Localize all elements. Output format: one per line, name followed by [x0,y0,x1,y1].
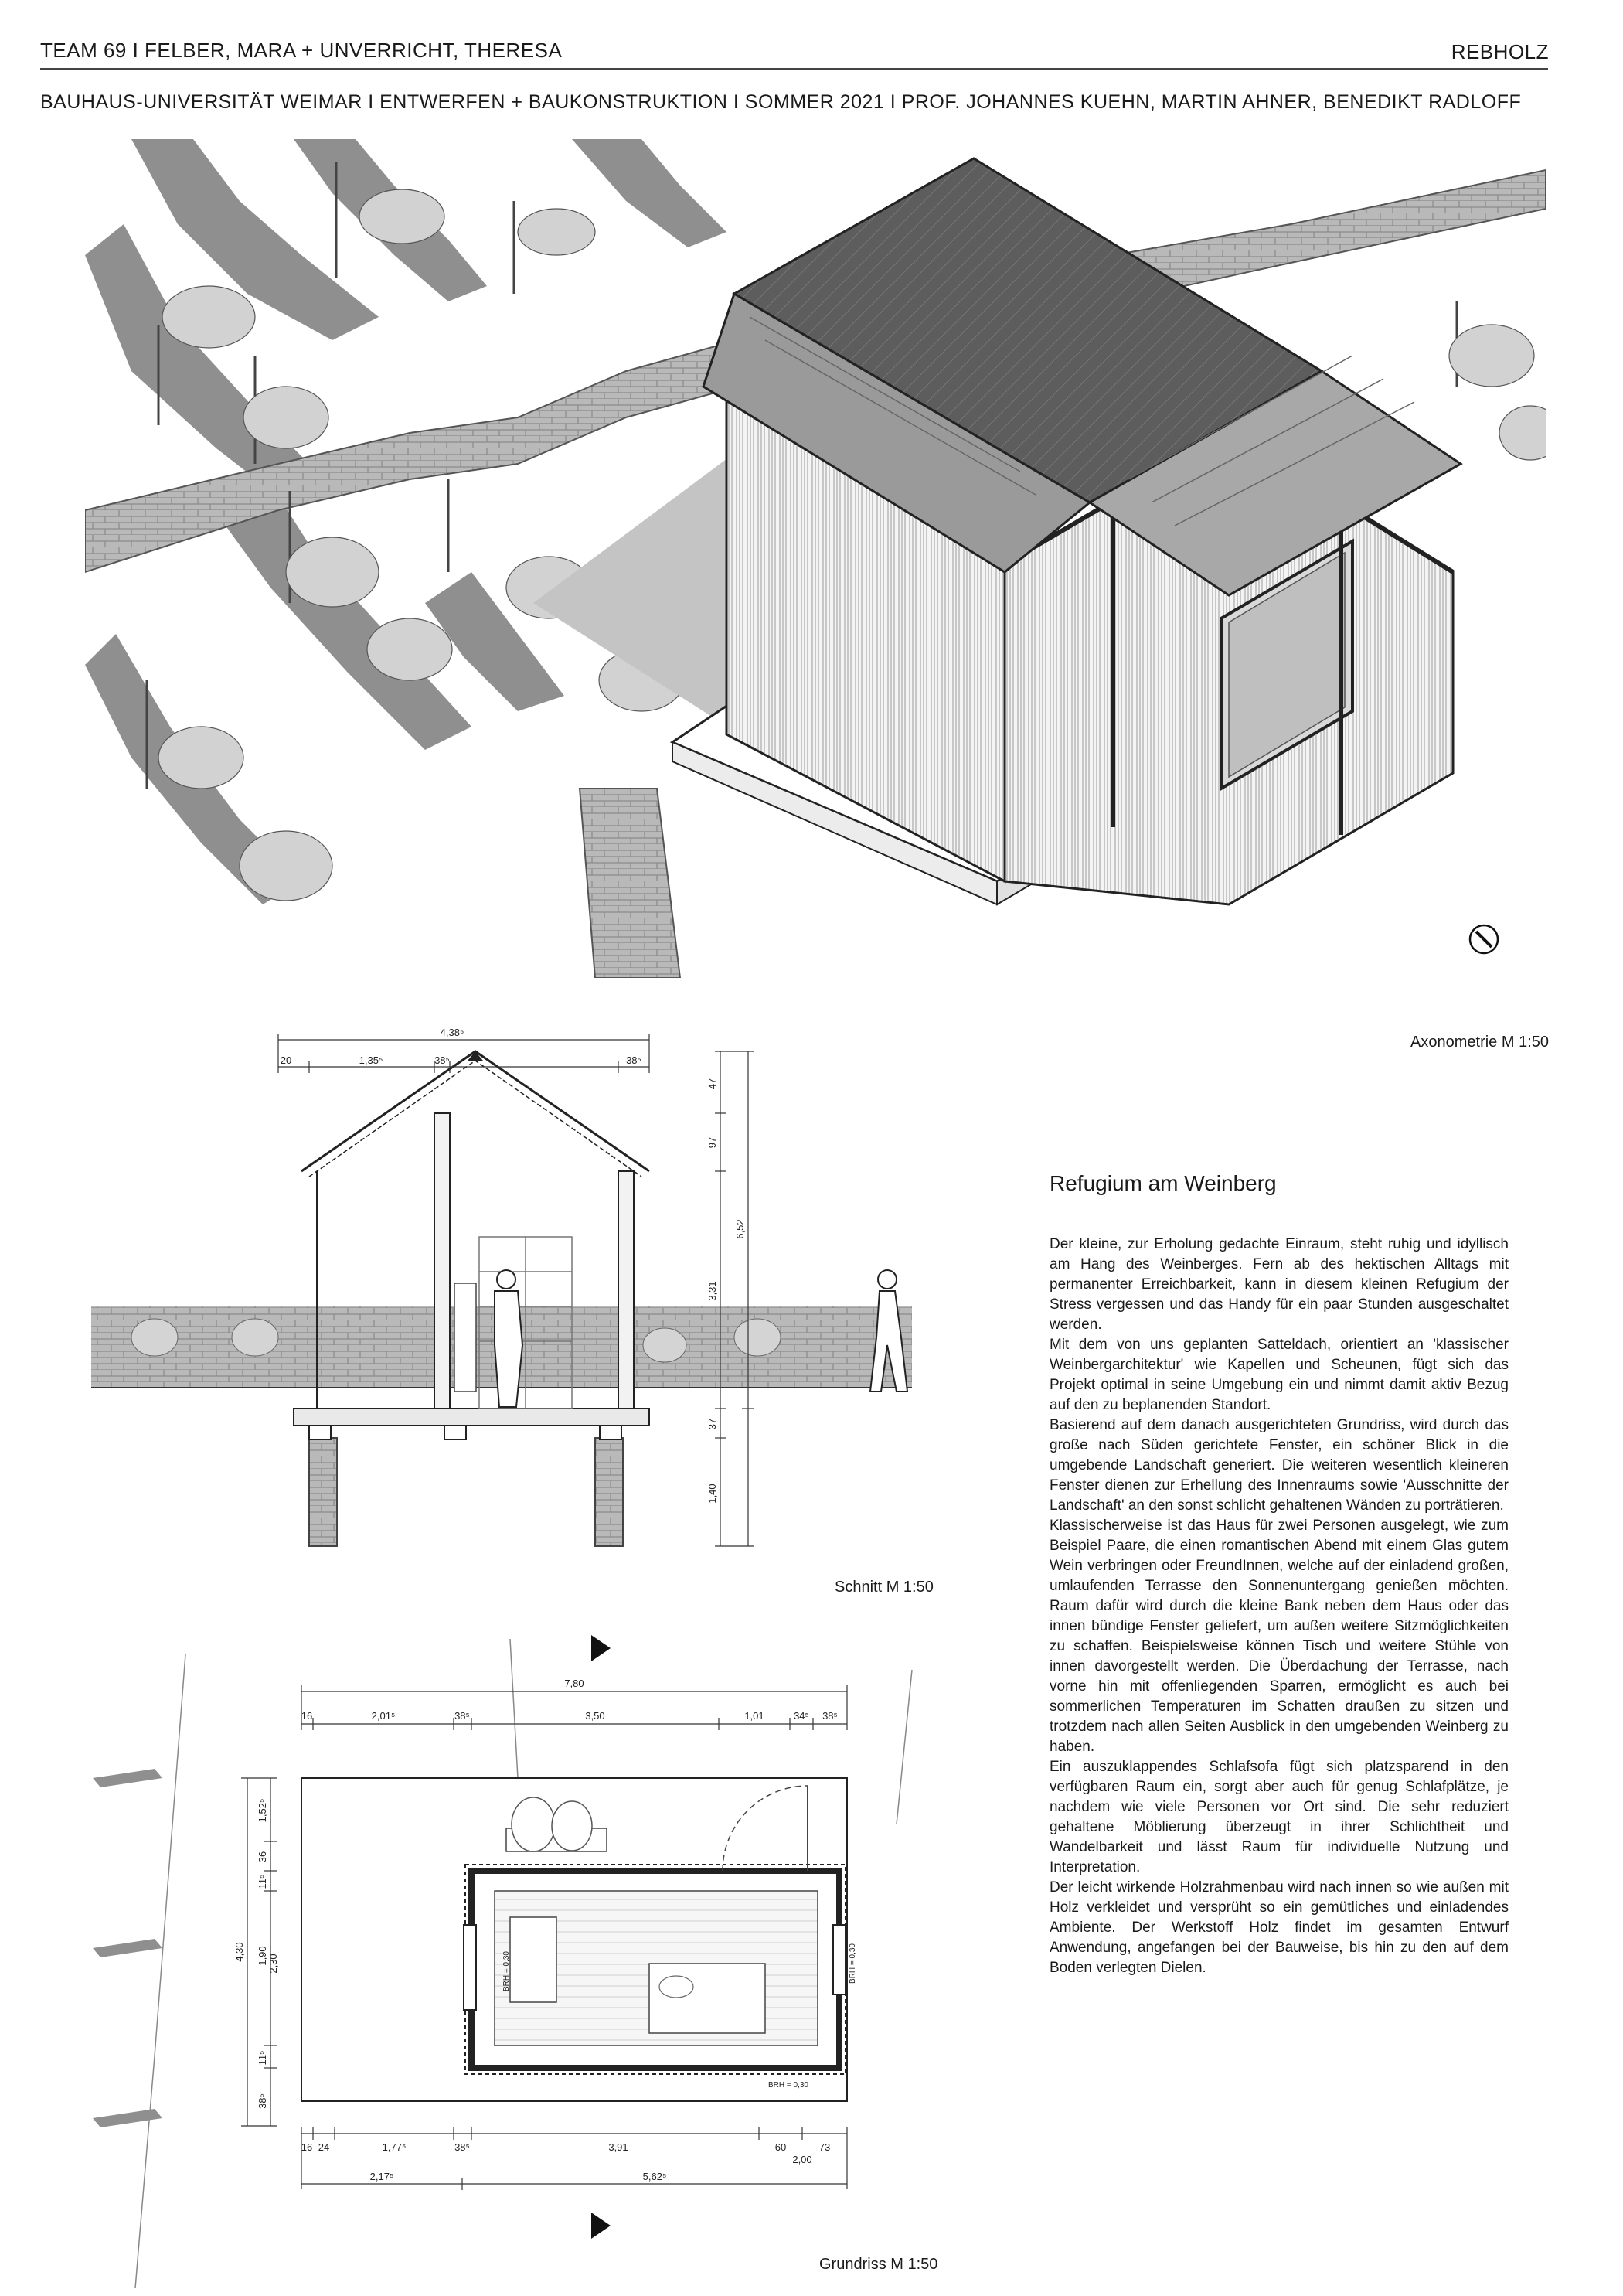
section-vdim-4: 6,52 [734,1219,746,1239]
course-line: BAUHAUS-UNIVERSITÄT WEIMAR I ENTWERFEN + BAUKONSTRUKTION I SOMMER 2021 I PROF. JOHANNES KUEHN, MARTIN AHNER, BENEDIKT RADLOFF [40,91,1522,113]
brh-west: BRH = 0,30 [502,1951,511,1991]
person-inside [495,1270,522,1407]
section-marker-bottom-icon [591,2213,611,2239]
section-vdim-1: 47 [706,1078,718,1090]
section-floor [294,1409,649,1426]
table [510,1917,556,2002]
plan-top-3: 38⁵ [454,1710,470,1722]
essay-paragraph: Der kleine, zur Erholung gedachte Einraum, steht ruhig und idyllisch am Hang des Weinberges. Fern ab des hektischen Alltags mit permanenter Erreichbarkeit, kann in diesem kleinen Refugium der Stress vergessen und das Handy für ein paar Stunden ausgeschaltet werden. [1050,1236,1509,1333]
plan-bottom-total-2: 5,62⁵ [642,2171,667,2182]
section-vdim-5: 37 [706,1418,718,1430]
plan-bottom-7: 73 [818,2141,831,2153]
section-drawing [77,974,966,1577]
essay-body [1050,1235,1509,1978]
door-swing [723,1786,808,1871]
plan-top-4: 3,50 [585,1710,605,1722]
team-line: TEAM 69 I FELBER, MARA + UNVERRICHT, THERESA [40,39,563,62]
section-vdim-6: 1,40 [706,1484,718,1504]
section-dim-1: 20 [280,1054,292,1066]
plan-vines [93,1769,162,2127]
plan-caption: Grundriss M 1:50 [819,2256,938,2273]
plan-bottom-4: 38⁵ [454,2141,470,2153]
plan-left-1: 1,52⁵ [257,1798,268,1823]
plinth-front [580,789,680,978]
plan-top-6: 34⁵ [794,1710,809,1722]
plan-bottom-2: 24 [318,2141,330,2153]
plan-window-west [464,1925,476,2010]
plan-left-2: 36 [257,1851,268,1863]
plan-top-1: 16 [301,1710,313,1722]
essay-title: Refugium am Weinberg [1050,1171,1277,1195]
header-rule [40,68,1548,70]
essay-paragraph: Mit dem von uns geplanten Satteldach, orientiert an 'klassischer Weinbergarchitektur' wie Kapellen und Scheunen, fügt sich das Projekt optimal in seine Umgebung ein und nimmt damit aktiv Bezug auf den zu beplanenden Standort. [1050,1337,1509,1413]
essay-paragraph: Ein auszuklappendes Schlafsofa fügt sich platzsparend in den verfügbaren Raum ein, sorgt aber auch für genug Schlafplätze, je nachdem wie viele Personen vor Ort sind. Die sehr reduziert gehaltene Möblierung überzeugt in ihrer Schlichtheit und Wandelbarkeit und lässt Raum für individuelle Nutzung und Interpretation. [1050,1759,1509,1875]
plan-left-total: 4,30 [233,1942,245,1962]
section-dim-4: 38⁵ [626,1054,641,1066]
section-dim-2: 1,35⁵ [359,1054,383,1066]
section-caption: Schnitt M 1:50 [835,1579,934,1596]
project-tag: REBHOLZ [1451,40,1549,63]
essay-paragraph: Der leicht wirkende Holzrahmenbau wird nach innen so wie außen mit Holz verkleidet und versprüht so ein gemütliches und einladendes Ambiente. Der Werkstoff Holz findet im gesamten Entwurf Anwendung, angefangen bei der Bauweise, bis hin zu den auf dem Boden verlegten Dielen. [1050,1879,1509,1976]
plan-bottom-1: 16 [301,2141,313,2153]
plan-dim-overall: 7,80 [564,1678,584,1689]
section-dim-total: 4,38⁵ [440,1027,464,1038]
section-right-wall [618,1171,634,1409]
plan-left-4: 1,90 [257,1946,268,1966]
axonometry-caption: Axonometrie M 1:50 [1410,1034,1549,1051]
plan-top-7: 38⁵ [822,1710,838,1722]
section-left-wall [434,1113,450,1409]
brh-south: BRH = 0,30 [768,2081,808,2090]
plan-bottom-3: 1,77⁵ [382,2141,407,2153]
essay-paragraph: Basierend auf dem danach ausgerichteten Grundriss, wird durch das große nach Süden gerichtete Fenster, ein schöner Blick in die umgebende Landschaft generiert. Die weiteren wesentlich kleineren Fenster dienen zur Erhellung des Innenraums sowie 'Ausschnitte der Landschaft' an den sonst schlicht gehaltenen Wänden zu porträtieren. [1050,1417,1509,1514]
plan-top-5: 1,01 [744,1710,764,1722]
plan-bottom-sub: 2,00 [792,2154,812,2165]
plan-drawing [77,1623,966,2288]
section-marker-top-icon [591,1635,611,1661]
plan-left-5: 2,30 [267,1954,279,1974]
north-arrow-icon [1470,925,1498,953]
section-dim-3: 38⁵ [434,1054,450,1066]
essay-paragraph: Klassischerweise ist das Haus für zwei Personen ausgelegt, wie zum Beispiel Paare, die einen romantischen Abend mit einem Glas gutem Wein verbringen oder FreundInnen, welche auf der einladend großen, umlaufenden Terrasse den Sonnenuntergang genießen möchten. Raum dafür wird durch die kleine Bank neben dem Haus oder das innen bündige Fenster geliefert, um außen weitere Sitzmöglichkeiten zu schaffen. Beispielsweise können Tisch und weitere Stühle von innen davorgestellt werden. Die Überdachung der Terrasse, nach vorne hin mit offenliegenden Sparren, ermöglicht es auch bei sommerlichen Temperaturen im Schatten draußen zu sitzen und trotzdem nach allen Seiten Ausblick in den umgebenden Weinberg zu haben. [1050,1518,1509,1755]
plan-bottom-5: 3,91 [608,2141,628,2153]
axonometry-drawing [85,139,1546,978]
section-vdim-2: 97 [706,1136,718,1149]
sofa-bed [649,1964,765,2033]
plan-left-7: 38⁵ [257,2093,268,2109]
plan-left-3: 11⁵ [257,1874,268,1889]
plan-bottom-6: 60 [774,2141,787,2153]
plan-bottom-total-1: 2,17⁵ [369,2171,394,2182]
plan-left-6: 11⁵ [257,2050,268,2066]
plan-top-2: 2,01⁵ [371,1710,396,1722]
section-vdim-3: 3,31 [706,1281,718,1301]
plan-window-east [833,1925,846,1995]
brh-east: BRH = 0,30 [849,1943,857,1984]
